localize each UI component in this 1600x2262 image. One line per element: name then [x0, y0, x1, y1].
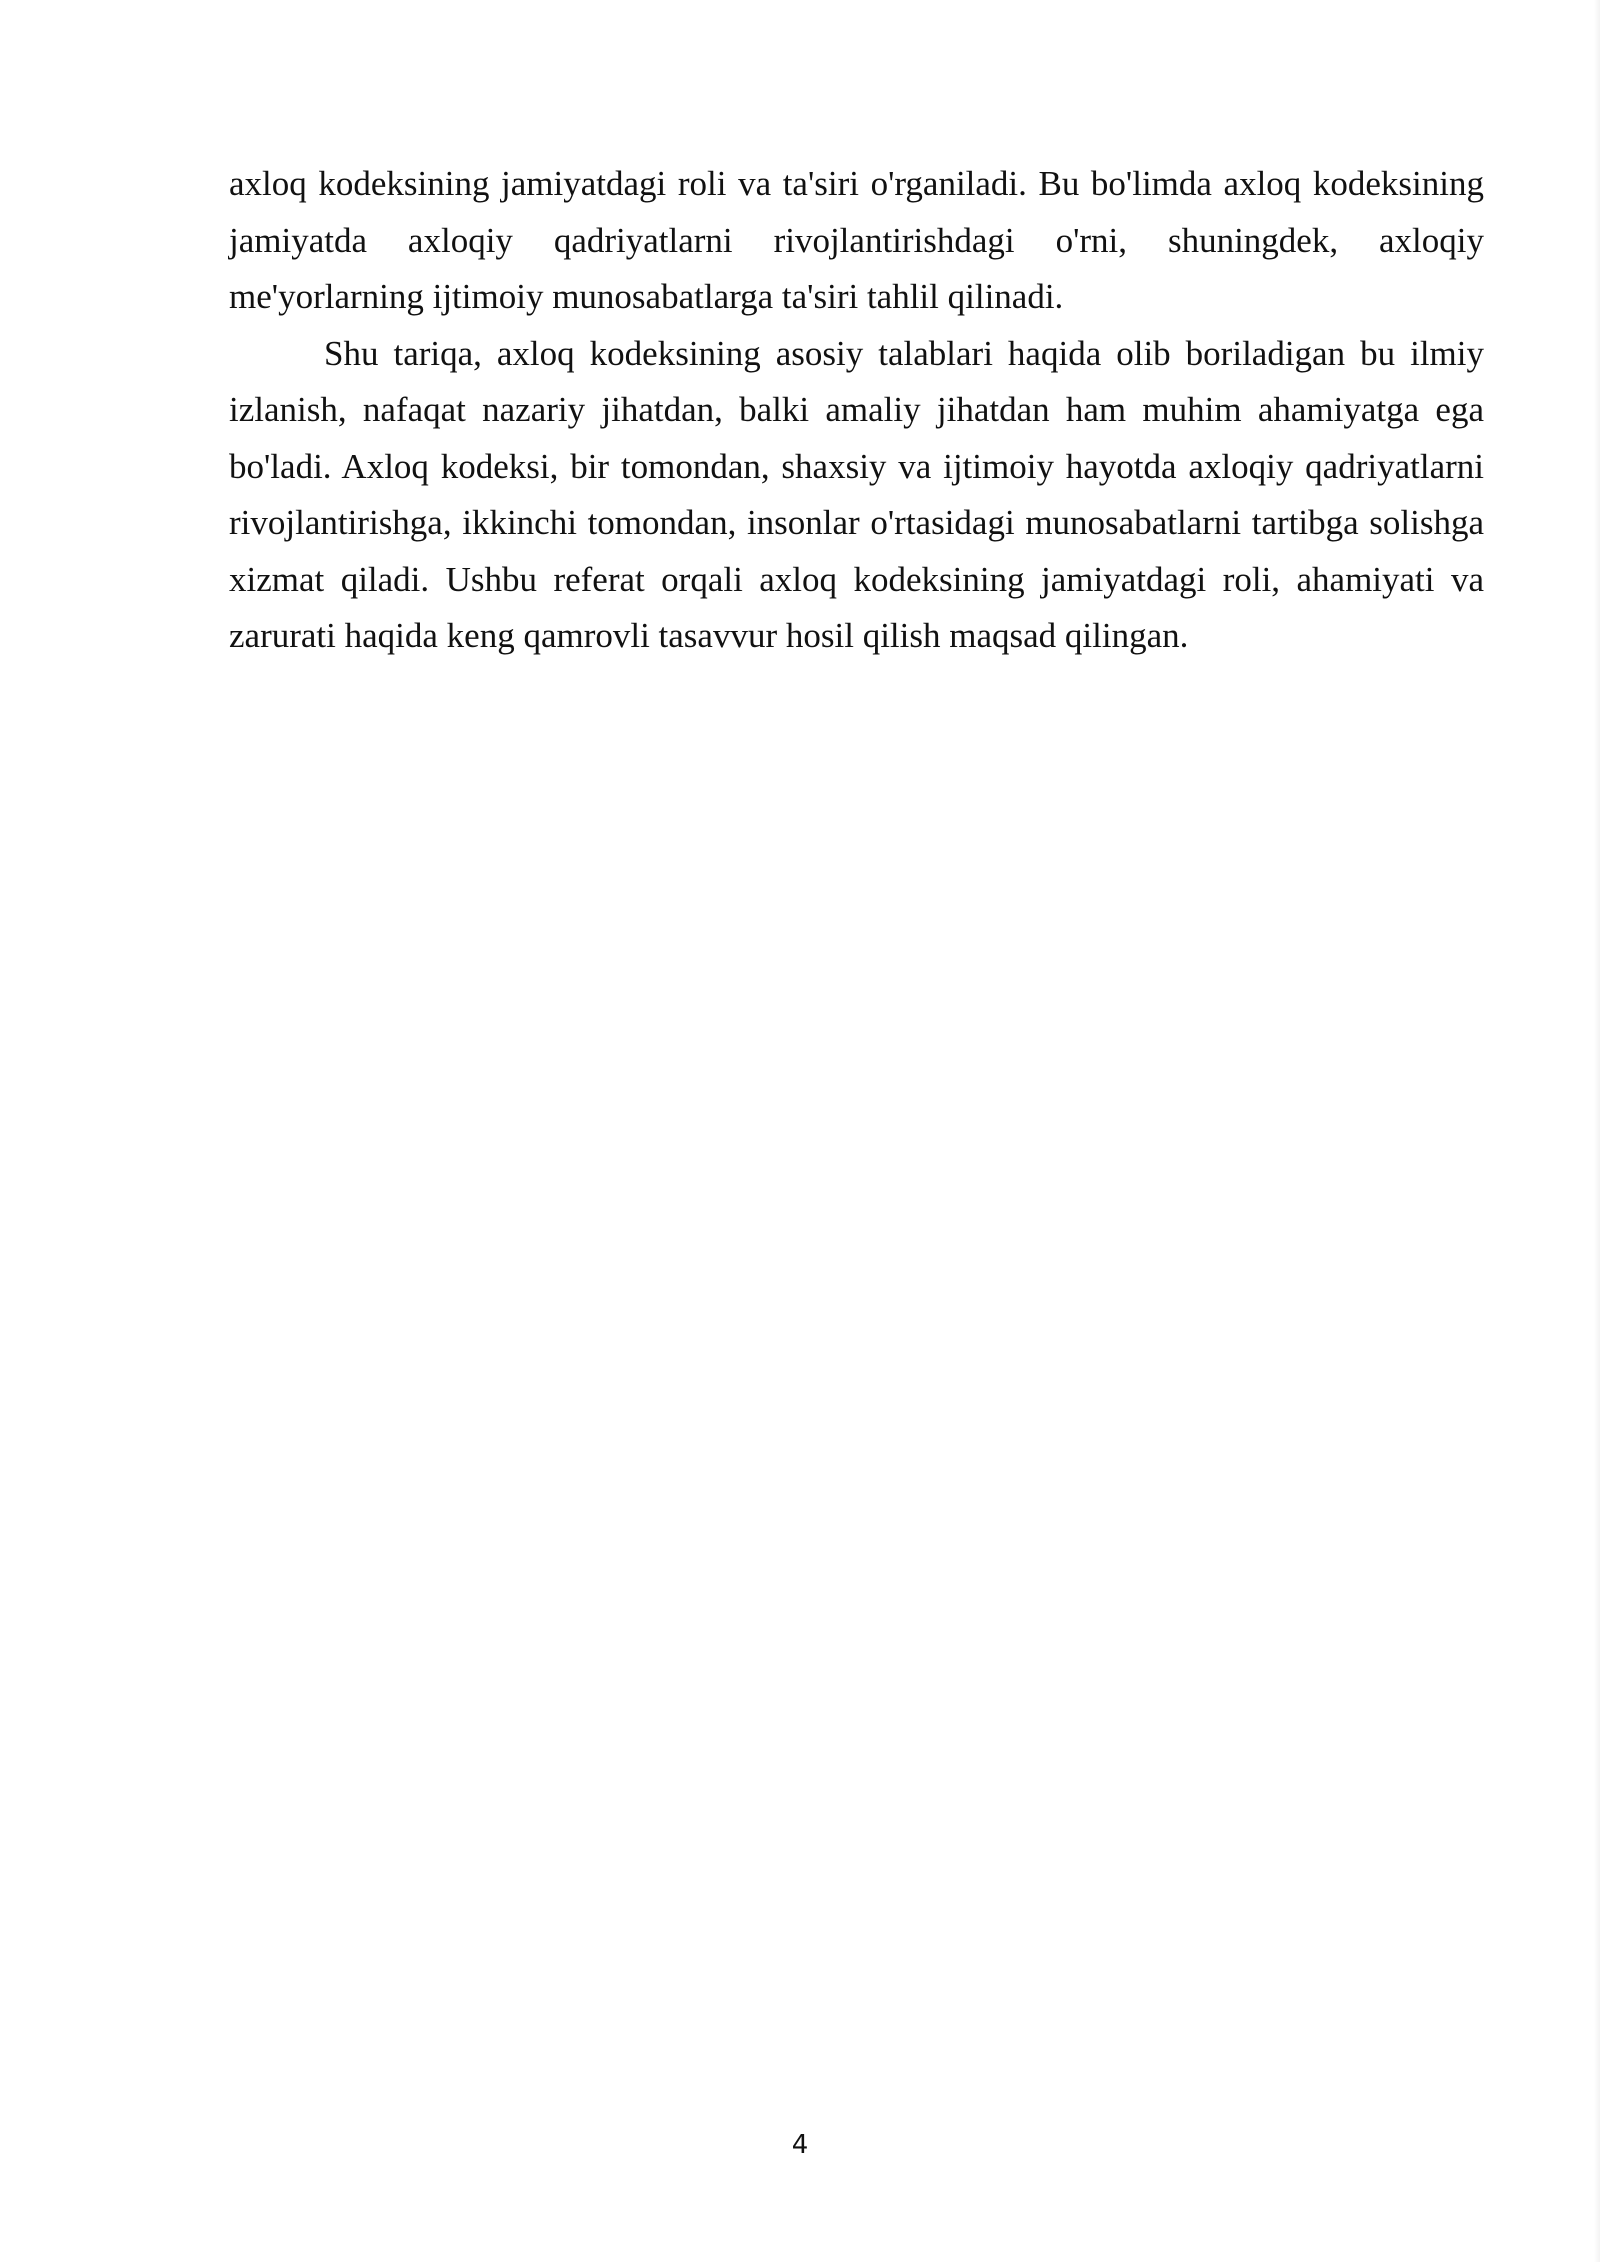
paragraph-conclusion: Shu tariqa, axloq kodeksining asosiy talablari haqida olib boriladigan bu ilmiy izlanish, nafaqat nazariy jihatdan, balki amaliy jihatdan ham muhim ahamiyatga ega bo'ladi. Axloq kodeksi, bir tomondan, shaxsiy va ijtimoiy hayotda axloqiy qadriyatlarni rivojlantirishga, ikkinchi tomondan, insonlar o'rtasidagi munosabatlarni tartibga solishga xizmat qiladi. Ushbu referat orqali axloq kodeksining jamiyatdagi roli, ahamiyati va zarurati haqida keng qamrovli tasavvur hosil qilish maqsad qilingan.: [229, 333, 1484, 655]
page-edge-shadow: [1594, 0, 1600, 2262]
paragraph-continuation: axloq kodeksining jamiyatdagi roli va ta'siri o'rganiladi. Bu bo'limda axloq kodeksining jamiyatda axloqiy qadriyatlarni rivojlantirishdagi o'rni, shuningdek, axloqiy me'yorlarning ijtimoiy munosabatlarga ta'siri tahlil qilinadi.: [229, 164, 1484, 316]
document-body: [229, 156, 1484, 665]
page-number: 4: [791, 2130, 809, 2160]
